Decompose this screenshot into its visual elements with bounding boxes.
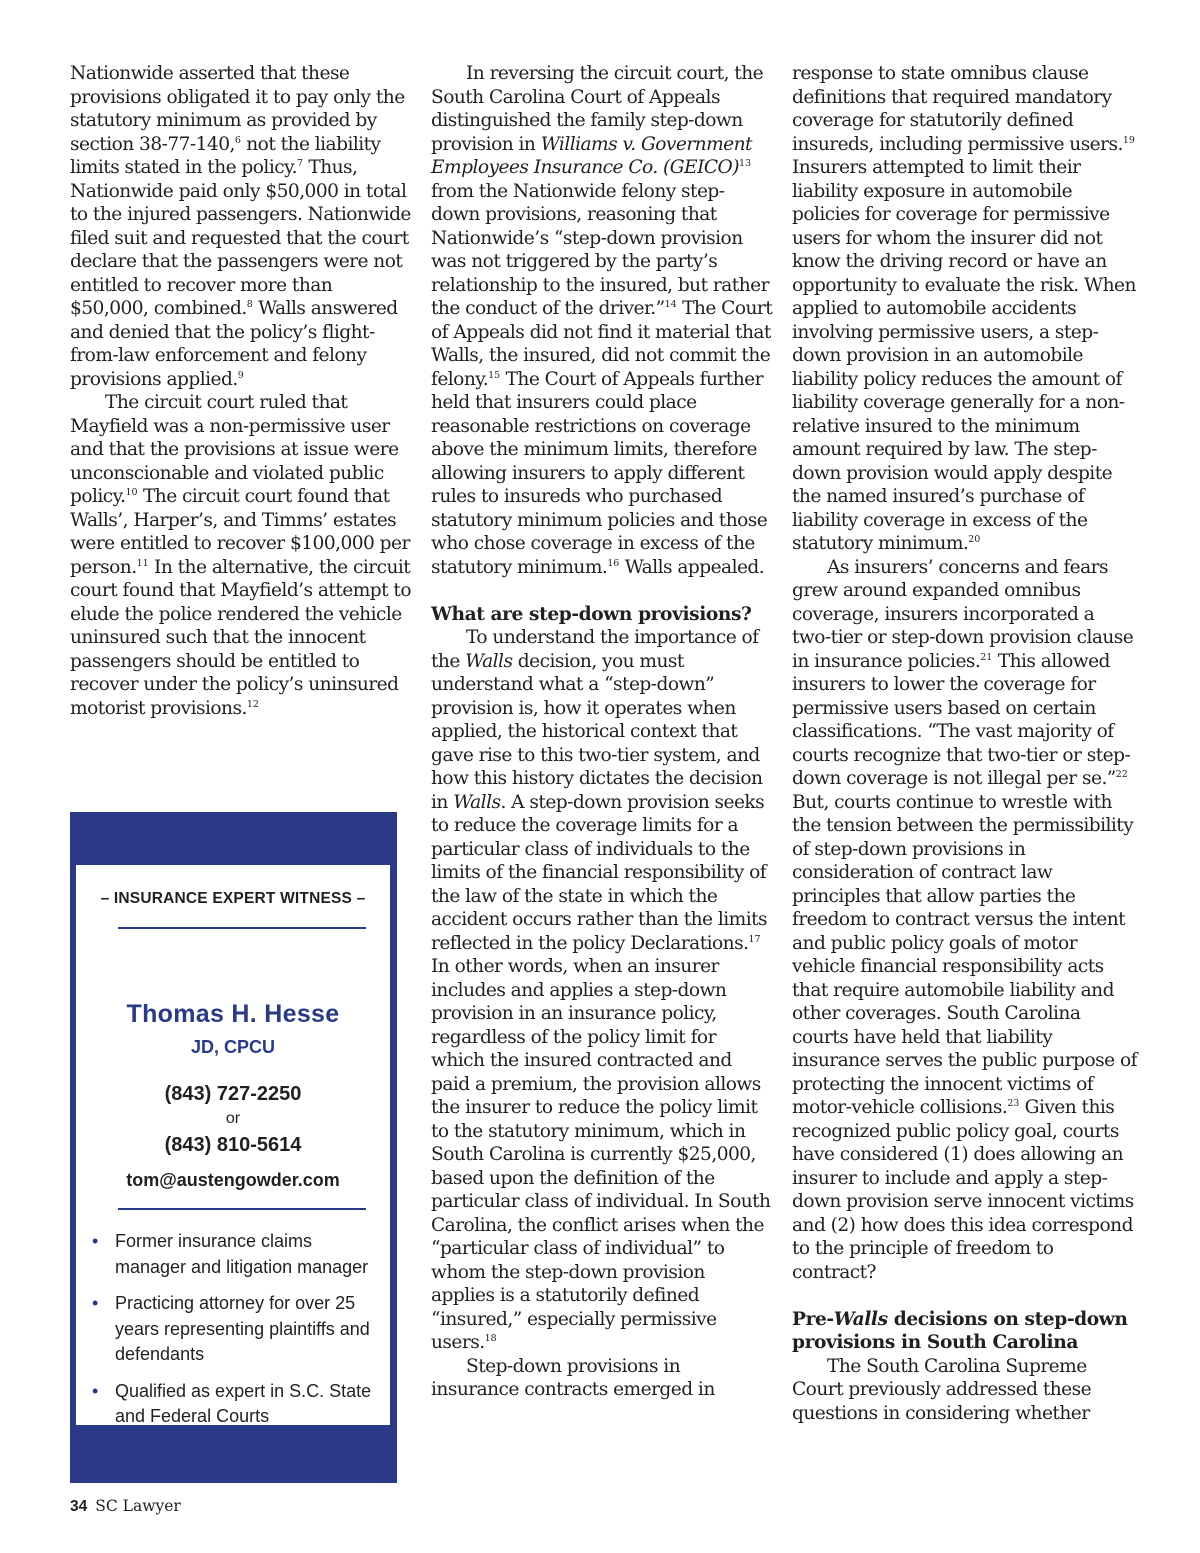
page-footer bbox=[70, 1497, 181, 1516]
footnote-ref: 16 bbox=[607, 557, 620, 569]
footnote-ref: 14 bbox=[664, 299, 677, 310]
ad-bullet-list bbox=[92, 1229, 382, 1441]
footnote-ref: 20 bbox=[968, 534, 981, 545]
spacer bbox=[431, 579, 773, 603]
footnote-ref: 23 bbox=[1007, 1098, 1020, 1109]
footnote-ref: 13 bbox=[738, 158, 752, 169]
ad-or: or bbox=[225, 1110, 241, 1127]
footnote-ref: 6 bbox=[234, 134, 241, 146]
ad-name: Thomas H. Hesse bbox=[126, 1000, 340, 1028]
publication-name: SC Lawyer bbox=[95, 1497, 181, 1515]
body-paragraph: To understand the importance of the Walls decision, you must understand what a “step-down” provision is, how it operates when applied, the historical context that gave rise to this two-tier system, and how this history dictates the decision in Walls. A step-down provision seeks to reduce the coverage limits for a particular class of individuals to the limits of the financial responsibility of the law of the state in which the accident occurs rather than the limits reflected in the policy Declarations.$^{17}$ In other words, when an insurer includes and applies a step-down provision in an insurance policy, regardless of the policy limit for which the insured contracted and paid a premium, the provision allows the insurer to reduce the policy limit to the statutory minimum, which in South Carolina is currently $25,000, based upon the definition of the particular class of individual. In South Carolina, the conflict arises when the “particular class of individual” to whom the step-down provision applies is a statutorily defined “insured,” especially permissive users.$^{18}$ bbox=[431, 627, 771, 1353]
body-paragraph: The South Carolina Supreme Court previously addressed these questions in considering whether bbox=[792, 1355, 1092, 1424]
expert-witness-ad bbox=[70, 812, 397, 1483]
ad-credentials: JD, CPCU bbox=[190, 1037, 275, 1057]
column-1 bbox=[70, 62, 412, 720]
bullet-icon: • bbox=[92, 1380, 99, 1401]
ad-divider bbox=[118, 1208, 366, 1210]
body-paragraph: In reversing the circuit court, the South Carolina Court of Appeals distinguished the family step-down provision in Williams v. Government Employees Insurance Co. (GEICO)$^{13}$ from the Nationwide felony step-down provisions, reasoning that Nationwide’s “step-down provision was not triggered by the party’s relationship to the insured, but rather the conduct of the driver.”$^{14}$ The Court of Appeals did not find it material that Walls, the insured, did not commit the felony.$^{15}$ The Court of Appeals further held that insurers could place reasonable restrictions on coverage above the minimum limits, therefore allowing insurers to apply different rules to insureds who purchased statutory minimum policies and those who chose coverage in excess of the statutory minimum.$^{16}$ Walls appealed. bbox=[431, 63, 773, 578]
body-paragraph: The circuit court ruled that Mayfield was a non-permissive user and that the provisions at issue were unconscionable and violated public policy.$^{10}$ The circuit court found that Walls’, Harper’s, and Timms’ estates were entitled to recover $100,000 per person.$^{11}$ In the alternative, the circuit court found that Mayfield’s attempt to elude the police rendered the vehicle uninsured such that the innocent passengers should be entitled to recover under the policy’s uninsured motorist provisions.$^{12}$ bbox=[70, 392, 411, 719]
ad-email[interactable]: tom@austengowder.com bbox=[126, 1170, 340, 1190]
ad-phone-2[interactable]: (843) 810-5614 bbox=[164, 1134, 302, 1156]
ad-bullet-item: • Qualified as expert in S.C. State and Federal Courts bbox=[92, 1380, 372, 1426]
ad-kicker: – INSURANCE EXPERT WITNESS – bbox=[100, 890, 366, 907]
footnote-ref: 8 bbox=[246, 299, 253, 310]
footnote-ref: 11 bbox=[136, 557, 149, 569]
body-paragraph: response to state omnibus clause definitions that required mandatory coverage for statutorily defined insureds, including permissive users.$^{19}$ Insurers attempted to limit their liability exposure in automobile policies for coverage for permissive users for whom the insurer did not know the driving record or have an opportunity to evaluate the risk. When applied to automobile accidents involving permissive users, a step-down provision in an automobile liability policy reduces the amount of liability coverage generally for a non-relative insured to the minimum amount required by law. The step-down provision would apply despite the named insured’s purchase of liability coverage in excess of the statutory minimum.$^{20}$ bbox=[792, 63, 1136, 554]
footnote-ref: 15 bbox=[488, 369, 501, 381]
bullet-icon: • bbox=[92, 1231, 99, 1251]
ad-content bbox=[76, 865, 390, 1425]
body-paragraph: Step-down provisions in insurance contracts emerged in bbox=[431, 1355, 715, 1400]
section-heading: Pre-Walls decisions on step-down provisions in South Carolina bbox=[792, 1308, 1128, 1353]
footnote-ref: 7 bbox=[296, 158, 303, 169]
ad-phone-1[interactable]: (843) 727-2250 bbox=[164, 1083, 302, 1105]
ad-bullet-item: • Former insurance claims manager and litigation manager bbox=[92, 1231, 369, 1277]
column-3 bbox=[792, 62, 1137, 1425]
body-paragraph: Nationwide asserted that these provisions obligated it to pay only the statutory minimum as provided by section 38-77-140,$^6$ not the liability limits stated in the policy.$^7$ Thus, Nationwide paid only $50,000 in total to the injured passengers. Nationwide filed suit and requested that the court declare that the passengers were not entitled to recover more than $50,000, combined.$^8$ Walls answered and denied that the policy’s flight-from-law enforcement and felony provisions applied.$^9$ bbox=[70, 63, 411, 390]
page-number: 34 bbox=[70, 1498, 88, 1515]
footnote-ref: 19 bbox=[1122, 134, 1135, 146]
footnote-ref: 9 bbox=[237, 369, 244, 381]
ad-divider bbox=[118, 927, 366, 929]
footnote-ref: 18 bbox=[484, 1333, 497, 1344]
ad-bullet-item: • Practicing attorney for over 25 years representing plaintiffs and defendants bbox=[92, 1293, 370, 1364]
column-2 bbox=[431, 62, 773, 1402]
footnote-ref: 10 bbox=[125, 487, 138, 498]
section-heading: What are step-down provisions? bbox=[431, 603, 752, 625]
footnote-ref: 12 bbox=[246, 698, 259, 710]
spacer bbox=[792, 1284, 1137, 1308]
body-paragraph: As insurers’ concerns and fears grew around expanded omnibus coverage, insurers incorporated a two-tier or step-down provision clause in insurance policies.$^{21}$ This allowed insurers to lower the coverage for permissive users based on certain classifications. “The vast majority of courts recognize that two-tier or step-down coverage is not illegal per se.”$^{22}$ But, courts continue to wrestle with the tension between the permissibility of step-down provisions in consideration of contract law principles that allow parties the freedom to contract versus the intent and public policy goals of motor vehicle financial responsibility acts that require automobile liability and other coverages. South Carolina courts have held that liability insurance serves the public purpose of protecting the innocent victims of motor-vehicle collisions.$^{23}$ Given this recognized public policy goal, courts have considered (1) does allowing an insurer to include and apply a step-down provision serve innocent victims and (2) how does this idea correspond to the principle of freedom to contract? bbox=[792, 556, 1137, 1283]
case-citation: Williams v. Government Employees Insurance Co. (GEICO) bbox=[431, 133, 752, 178]
footnote-ref: 21 bbox=[980, 651, 993, 663]
bullet-icon: • bbox=[92, 1293, 99, 1313]
footnote-ref: 17 bbox=[748, 933, 761, 945]
footnote-ref: 22 bbox=[1115, 769, 1128, 780]
